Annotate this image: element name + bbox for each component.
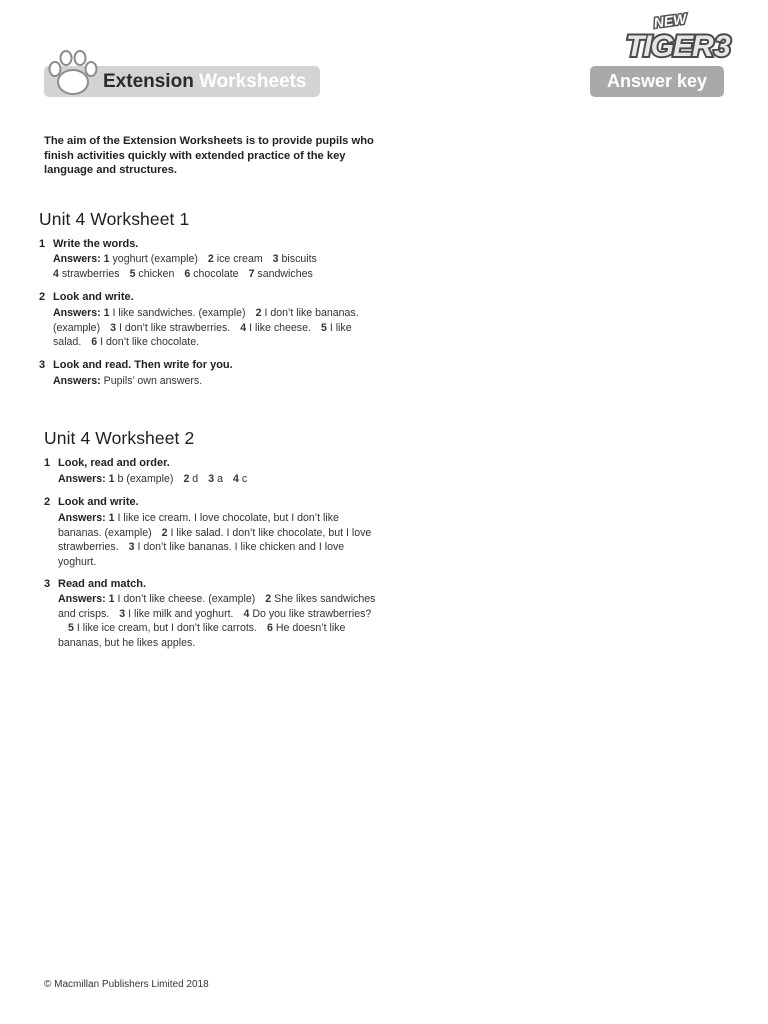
question-text: Look and read. Then write for you. — [53, 359, 233, 371]
answers-label: Answers: — [53, 375, 101, 387]
w2-item-3-answers: Answers: 1 I don’t like cheese. (example) 2 She likes sandwiches and crisps. 3 I like milk and yoghurt. 4 Do you like strawberries?5 I like ice cream, but I don’t like carrots. 6 He doesn’t like bananas, but he likes apples. — [58, 593, 376, 649]
answers-label: Answers: — [58, 512, 106, 524]
title-word-extension: Extension — [103, 71, 194, 92]
w1-item-3-question — [39, 358, 233, 372]
question-text: Look and write. — [58, 496, 139, 508]
item-number: 2 — [44, 496, 51, 508]
answers-label: Answers: — [53, 253, 101, 265]
question-text: Read and match. — [58, 578, 147, 590]
w1-item-1-answers: Answers: 1 yoghurt (example) 2 ice cream 3 biscuits 4 strawberries 5 chicken 6 chocolate 7 sandwiches — [53, 253, 317, 280]
worksheet-1-title: Unit 4 Worksheet 1 — [39, 209, 190, 229]
w1-item-3-answers: Answers: Pupils’ own answers. — [53, 375, 203, 387]
item-number: 1 — [44, 457, 51, 469]
paw-print-icon — [47, 49, 99, 99]
w1-item-2-question — [39, 290, 134, 304]
w2-item-1-question — [44, 456, 170, 470]
w1-item-2-answers: Answers: 1 I like sandwiches. (example) 2 I don’t like bananas. (example) 3 I don’t like strawberries. 4 I like cheese. 5 I like salad. 6 I don’t like chocolate. — [53, 307, 359, 348]
w2-item-2-answers: Answers: 1 I like ice cream. I love chocolate, but I don’t like bananas. (example) 2 I like salad. I don’t like chocolate, but I love strawberries. 3 I don’t like bananas. I like chicken and I love yoghurt. — [58, 512, 372, 568]
w2-item-2-question — [44, 495, 139, 509]
logo-tiger-text: TIGER — [626, 30, 713, 63]
item-number: 3 — [44, 578, 51, 590]
answers-label: Answers: — [58, 593, 106, 605]
question-text: Look and write. — [53, 291, 134, 303]
logo-new-text: NEW — [652, 10, 688, 31]
copyright-footer: © Macmillan Publishers Limited 2018 — [44, 979, 209, 990]
logo-number-text: 3 — [714, 30, 731, 63]
page-title — [103, 67, 306, 97]
new-tiger-3-logo — [620, 10, 742, 64]
intro-paragraph: The aim of the Extension Worksheets is to provide pupils who finish activities quickly with extended practice of the key language and structures. — [44, 135, 374, 176]
question-text: Write the words. — [53, 238, 139, 250]
item-number: 3 — [39, 359, 46, 371]
item-number: 2 — [39, 291, 46, 303]
answers-label: Answers: — [53, 307, 101, 319]
w2-item-1-answers: Answers: 1 b (example) 2 d 3 a 4 c — [58, 473, 248, 485]
answer-key-badge: Answer key — [590, 66, 724, 97]
question-text: Look, read and order. — [58, 457, 170, 469]
item-number: 1 — [39, 238, 46, 250]
w2-item-3-question — [44, 577, 146, 591]
answers-label: Answers: — [58, 473, 106, 485]
title-word-worksheets: Worksheets — [199, 71, 307, 92]
w1-item-1-question — [39, 237, 138, 251]
worksheet-2-title: Unit 4 Worksheet 2 — [44, 428, 195, 448]
